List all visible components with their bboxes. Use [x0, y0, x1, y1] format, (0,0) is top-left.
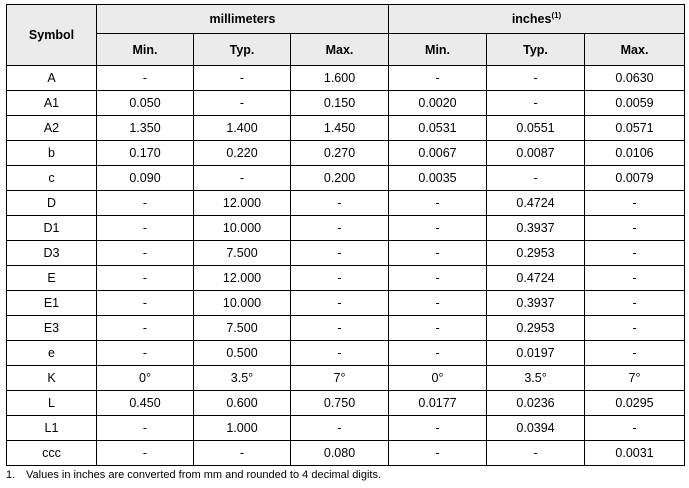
symbol-cell: ccc: [7, 441, 97, 466]
header-mm-max: Max.: [291, 34, 389, 66]
symbol-cell: A: [7, 66, 97, 91]
table-row: [7, 441, 685, 466]
symbol-cell: e: [7, 341, 97, 366]
value-cell: -: [97, 241, 194, 266]
symbol-cell: K: [7, 366, 97, 391]
value-cell: 0.0059: [585, 91, 685, 116]
header-mm-typ: Typ.: [194, 34, 291, 66]
value-cell: -: [487, 91, 585, 116]
value-cell: 1.000: [194, 416, 291, 441]
value-cell: -: [389, 66, 487, 91]
package-dimensions-table: [6, 4, 685, 466]
symbol-cell: D: [7, 191, 97, 216]
value-cell: -: [194, 91, 291, 116]
value-cell: 1.600: [291, 66, 389, 91]
table-row: [7, 416, 685, 441]
value-cell: 0.3937: [487, 291, 585, 316]
table-row: [7, 291, 685, 316]
value-cell: -: [585, 316, 685, 341]
value-cell: -: [291, 191, 389, 216]
value-cell: -: [291, 266, 389, 291]
value-cell: -: [389, 266, 487, 291]
symbol-cell: c: [7, 166, 97, 191]
value-cell: -: [291, 241, 389, 266]
value-cell: -: [487, 66, 585, 91]
footnote-number: 1.: [6, 469, 16, 481]
value-cell: -: [291, 216, 389, 241]
value-cell: 0.0177: [389, 391, 487, 416]
value-cell: -: [585, 191, 685, 216]
value-cell: 12.000: [194, 191, 291, 216]
table-row: [7, 91, 685, 116]
value-cell: 0.170: [97, 141, 194, 166]
value-cell: 7°: [291, 366, 389, 391]
value-cell: -: [97, 441, 194, 466]
symbol-cell: A1: [7, 91, 97, 116]
value-cell: 0.4724: [487, 266, 585, 291]
value-cell: -: [389, 441, 487, 466]
value-cell: -: [97, 216, 194, 241]
value-cell: -: [585, 416, 685, 441]
value-cell: 12.000: [194, 266, 291, 291]
value-cell: -: [97, 341, 194, 366]
value-cell: -: [97, 291, 194, 316]
value-cell: -: [585, 266, 685, 291]
symbol-cell: E3: [7, 316, 97, 341]
value-cell: 0.090: [97, 166, 194, 191]
value-cell: -: [97, 416, 194, 441]
value-cell: 0.0079: [585, 166, 685, 191]
value-cell: 0.150: [291, 91, 389, 116]
value-cell: 0.0630: [585, 66, 685, 91]
value-cell: -: [291, 341, 389, 366]
value-cell: -: [291, 416, 389, 441]
value-cell: 0.0571: [585, 116, 685, 141]
value-cell: 0.3937: [487, 216, 585, 241]
value-cell: -: [389, 316, 487, 341]
value-cell: -: [389, 191, 487, 216]
value-cell: 1.400: [194, 116, 291, 141]
value-cell: 10.000: [194, 216, 291, 241]
symbol-cell: L: [7, 391, 97, 416]
value-cell: 10.000: [194, 291, 291, 316]
value-cell: -: [194, 66, 291, 91]
symbol-cell: D1: [7, 216, 97, 241]
footnote-ref: (1): [551, 10, 562, 20]
value-cell: 0.0020: [389, 91, 487, 116]
value-cell: -: [97, 316, 194, 341]
value-cell: 0.0551: [487, 116, 585, 141]
table-row: [7, 141, 685, 166]
value-cell: -: [487, 441, 585, 466]
table-body: [7, 66, 685, 466]
value-cell: 0.750: [291, 391, 389, 416]
table-row: [7, 391, 685, 416]
dimension-table-container: [6, 4, 684, 466]
value-cell: 0.0035: [389, 166, 487, 191]
value-cell: -: [194, 166, 291, 191]
value-cell: -: [487, 166, 585, 191]
value-cell: 0.2953: [487, 241, 585, 266]
header-inches: [389, 5, 685, 34]
symbol-cell: L1: [7, 416, 97, 441]
value-cell: 7.500: [194, 316, 291, 341]
value-cell: 0.0236: [487, 391, 585, 416]
value-cell: 1.450: [291, 116, 389, 141]
value-cell: 0.0295: [585, 391, 685, 416]
value-cell: -: [291, 316, 389, 341]
value-cell: 0.220: [194, 141, 291, 166]
table-row: [7, 366, 685, 391]
value-cell: -: [389, 291, 487, 316]
header-in-typ: Typ.: [487, 34, 585, 66]
value-cell: -: [97, 266, 194, 291]
table-row: [7, 241, 685, 266]
value-cell: 0.0531: [389, 116, 487, 141]
table-header: [7, 5, 685, 66]
value-cell: 3.5°: [194, 366, 291, 391]
value-cell: 1.350: [97, 116, 194, 141]
table-row: [7, 116, 685, 141]
value-cell: -: [585, 341, 685, 366]
header-millimeters: millimeters: [97, 5, 389, 34]
header-symbol: Symbol: [7, 5, 97, 66]
value-cell: 0.050: [97, 91, 194, 116]
value-cell: -: [585, 216, 685, 241]
value-cell: -: [194, 441, 291, 466]
value-cell: 7°: [585, 366, 685, 391]
value-cell: 0.0067: [389, 141, 487, 166]
footnote: [6, 469, 381, 481]
value-cell: 0.200: [291, 166, 389, 191]
value-cell: 0.0394: [487, 416, 585, 441]
value-cell: -: [389, 416, 487, 441]
value-cell: 0.0106: [585, 141, 685, 166]
value-cell: 0.500: [194, 341, 291, 366]
header-in-max: Max.: [585, 34, 685, 66]
symbol-cell: D3: [7, 241, 97, 266]
value-cell: 0°: [97, 366, 194, 391]
value-cell: 3.5°: [487, 366, 585, 391]
header-mm-min: Min.: [97, 34, 194, 66]
value-cell: -: [389, 241, 487, 266]
value-cell: -: [389, 216, 487, 241]
symbol-cell: E: [7, 266, 97, 291]
footnote-text: Values in inches are converted from mm and rounded to 4 decimal digits.: [26, 469, 382, 481]
value-cell: 0°: [389, 366, 487, 391]
value-cell: -: [585, 241, 685, 266]
value-cell: 0.450: [97, 391, 194, 416]
table-row: [7, 166, 685, 191]
symbol-cell: E1: [7, 291, 97, 316]
value-cell: 7.500: [194, 241, 291, 266]
value-cell: 0.270: [291, 141, 389, 166]
value-cell: 0.600: [194, 391, 291, 416]
value-cell: 0.0197: [487, 341, 585, 366]
value-cell: -: [389, 341, 487, 366]
value-cell: -: [585, 291, 685, 316]
value-cell: -: [97, 191, 194, 216]
value-cell: 0.080: [291, 441, 389, 466]
value-cell: 0.4724: [487, 191, 585, 216]
value-cell: -: [97, 66, 194, 91]
table-row: [7, 341, 685, 366]
value-cell: 0.0031: [585, 441, 685, 466]
symbol-cell: b: [7, 141, 97, 166]
table-row: [7, 316, 685, 341]
header-in-min: Min.: [389, 34, 487, 66]
table-row: [7, 66, 685, 91]
header-inches-label: inches: [511, 12, 552, 26]
table-row: [7, 266, 685, 291]
value-cell: -: [291, 291, 389, 316]
value-cell: 0.0087: [487, 141, 585, 166]
table-row: [7, 191, 685, 216]
value-cell: 0.2953: [487, 316, 585, 341]
table-row: [7, 216, 685, 241]
symbol-cell: A2: [7, 116, 97, 141]
